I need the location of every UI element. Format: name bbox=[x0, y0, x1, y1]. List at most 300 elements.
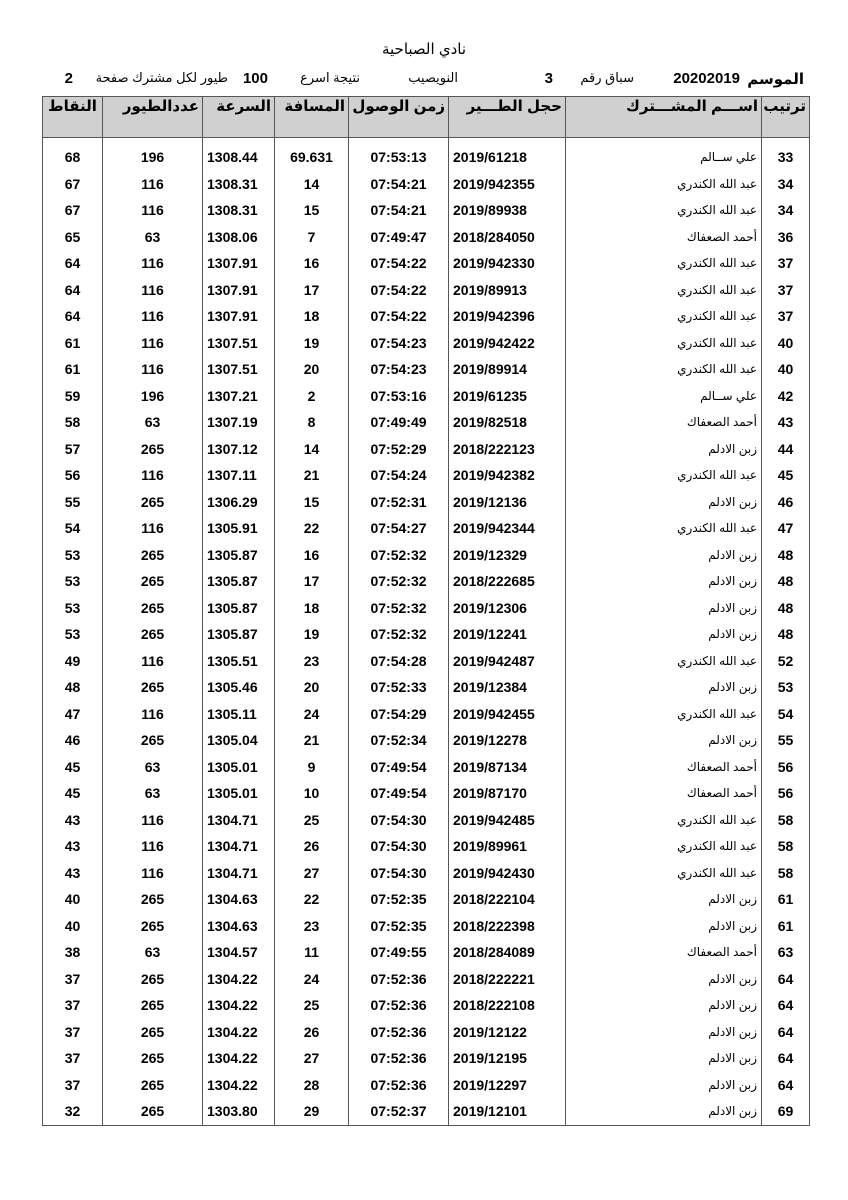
distance-cell: 17 bbox=[275, 568, 349, 595]
arrival-time-cell: 07:54:22 bbox=[349, 303, 449, 330]
points-cell: 56 bbox=[43, 462, 103, 489]
ring-cell: 2019/942344 bbox=[449, 515, 566, 542]
participant-cell: عبد الله الكندري bbox=[566, 807, 762, 834]
birds-cell: 63 bbox=[103, 754, 203, 781]
arrival-time-cell: 07:54:27 bbox=[349, 515, 449, 542]
table-row bbox=[43, 674, 810, 701]
participant-cell: عبد الله الكندري bbox=[566, 356, 762, 383]
points-cell: 54 bbox=[43, 515, 103, 542]
birds-cell: 116 bbox=[103, 462, 203, 489]
distance-cell: 11 bbox=[275, 939, 349, 966]
distance-cell: 8 bbox=[275, 409, 349, 436]
ring-cell: 2019/61235 bbox=[449, 383, 566, 410]
speed-cell: 1305.04 bbox=[203, 727, 275, 754]
arrival-time-cell: 07:52:31 bbox=[349, 489, 449, 516]
points-cell: 43 bbox=[43, 860, 103, 887]
participant-cell: زبن الادلم bbox=[566, 1019, 762, 1046]
birds-cell: 63 bbox=[103, 224, 203, 251]
participant-cell: علي ســالم bbox=[566, 144, 762, 171]
points-cell: 61 bbox=[43, 330, 103, 357]
speed-cell: 1305.87 bbox=[203, 568, 275, 595]
ring-cell: 2018/222104 bbox=[449, 886, 566, 913]
col-participant: اســـم المشـــترك bbox=[566, 97, 762, 138]
birds-cell: 265 bbox=[103, 1072, 203, 1099]
birds-cell: 116 bbox=[103, 303, 203, 330]
distance-cell: 14 bbox=[275, 436, 349, 463]
distance-cell: 27 bbox=[275, 1045, 349, 1072]
arrival-time-cell: 07:53:16 bbox=[349, 383, 449, 410]
arrival-time-cell: 07:54:21 bbox=[349, 171, 449, 198]
points-cell: 45 bbox=[43, 754, 103, 781]
table-row bbox=[43, 568, 810, 595]
arrival-time-cell: 07:52:32 bbox=[349, 621, 449, 648]
distance-cell: 28 bbox=[275, 1072, 349, 1099]
table-row bbox=[43, 277, 810, 304]
points-cell: 53 bbox=[43, 595, 103, 622]
table-row bbox=[43, 462, 810, 489]
table-row bbox=[43, 913, 810, 940]
distance-cell: 17 bbox=[275, 277, 349, 304]
participant-cell: أحمد الصعفاك bbox=[566, 939, 762, 966]
birds-per-label: طيور لكل مشترك صفحة bbox=[95, 70, 228, 85]
rank-cell: 64 bbox=[762, 1045, 810, 1072]
table-row bbox=[43, 436, 810, 463]
rank-cell: 69 bbox=[762, 1098, 810, 1125]
arrival-time-cell: 07:52:35 bbox=[349, 913, 449, 940]
birds-cell: 116 bbox=[103, 860, 203, 887]
table-row bbox=[43, 701, 810, 728]
arrival-time-cell: 07:52:36 bbox=[349, 1019, 449, 1046]
table-row bbox=[43, 595, 810, 622]
rank-cell: 56 bbox=[762, 754, 810, 781]
speed-cell: 1307.19 bbox=[203, 409, 275, 436]
col-distance: المسافة bbox=[275, 97, 349, 138]
speed-cell: 1305.01 bbox=[203, 754, 275, 781]
ring-cell: 2019/87170 bbox=[449, 780, 566, 807]
birds-cell: 63 bbox=[103, 939, 203, 966]
table-row bbox=[43, 1019, 810, 1046]
rank-cell: 33 bbox=[762, 144, 810, 171]
table-row bbox=[43, 330, 810, 357]
birds-cell: 63 bbox=[103, 409, 203, 436]
result-count: 100 bbox=[242, 70, 268, 87]
speed-cell: 1304.22 bbox=[203, 1045, 275, 1072]
distance-cell: 19 bbox=[275, 621, 349, 648]
participant-cell: زبن الادلم bbox=[566, 674, 762, 701]
speed-cell: 1308.44 bbox=[203, 144, 275, 171]
rank-cell: 48 bbox=[762, 595, 810, 622]
points-cell: 53 bbox=[43, 542, 103, 569]
table-row bbox=[43, 754, 810, 781]
rank-cell: 45 bbox=[762, 462, 810, 489]
rank-cell: 63 bbox=[762, 939, 810, 966]
participant-cell: عبد الله الكندري bbox=[566, 515, 762, 542]
distance-cell: 7 bbox=[275, 224, 349, 251]
race-name: النويصيب bbox=[408, 70, 458, 85]
table-row bbox=[43, 992, 810, 1019]
points-cell: 67 bbox=[43, 197, 103, 224]
rank-cell: 58 bbox=[762, 860, 810, 887]
club-name: نادي الصباحية bbox=[381, 41, 467, 58]
birds-cell: 265 bbox=[103, 568, 203, 595]
ring-cell: 2018/222685 bbox=[449, 568, 566, 595]
header-row bbox=[43, 97, 810, 138]
distance-cell: 24 bbox=[275, 966, 349, 993]
table-row bbox=[43, 648, 810, 675]
ring-cell: 2019/942487 bbox=[449, 648, 566, 675]
rank-cell: 34 bbox=[762, 171, 810, 198]
participant-cell: زبن الادلم bbox=[566, 727, 762, 754]
ring-cell: 2019/61218 bbox=[449, 144, 566, 171]
birds-cell: 196 bbox=[103, 144, 203, 171]
participant-cell: عبد الله الكندري bbox=[566, 171, 762, 198]
table-row bbox=[43, 144, 810, 171]
participant-cell: عبد الله الكندري bbox=[566, 462, 762, 489]
points-cell: 61 bbox=[43, 356, 103, 383]
table-row bbox=[43, 303, 810, 330]
points-cell: 37 bbox=[43, 966, 103, 993]
distance-cell: 22 bbox=[275, 515, 349, 542]
birds-cell: 265 bbox=[103, 886, 203, 913]
distance-cell: 20 bbox=[275, 674, 349, 701]
points-cell: 38 bbox=[43, 939, 103, 966]
birds-cell: 265 bbox=[103, 674, 203, 701]
rank-cell: 61 bbox=[762, 886, 810, 913]
season-label: الموسم bbox=[747, 71, 804, 88]
speed-cell: 1308.31 bbox=[203, 171, 275, 198]
distance-cell: 21 bbox=[275, 462, 349, 489]
participant-cell: زبن الادلم bbox=[566, 1045, 762, 1072]
speed-cell: 1307.51 bbox=[203, 330, 275, 357]
points-cell: 40 bbox=[43, 913, 103, 940]
rank-cell: 44 bbox=[762, 436, 810, 463]
speed-cell: 1307.21 bbox=[203, 383, 275, 410]
ring-cell: 2019/942355 bbox=[449, 171, 566, 198]
participant-cell: عبد الله الكندري bbox=[566, 250, 762, 277]
ring-cell: 2019/12101 bbox=[449, 1098, 566, 1125]
rank-cell: 42 bbox=[762, 383, 810, 410]
ring-cell: 2018/284050 bbox=[449, 224, 566, 251]
table-row bbox=[43, 939, 810, 966]
participant-cell: زبن الادلم bbox=[566, 595, 762, 622]
rank-cell: 64 bbox=[762, 966, 810, 993]
page-number: 2 bbox=[64, 70, 73, 87]
participant-cell: عبد الله الكندري bbox=[566, 197, 762, 224]
table-row bbox=[43, 1045, 810, 1072]
rank-cell: 48 bbox=[762, 621, 810, 648]
ring-cell: 2019/12278 bbox=[449, 727, 566, 754]
rank-cell: 64 bbox=[762, 992, 810, 1019]
points-cell: 59 bbox=[43, 383, 103, 410]
points-cell: 64 bbox=[43, 277, 103, 304]
arrival-time-cell: 07:52:32 bbox=[349, 542, 449, 569]
arrival-time-cell: 07:53:13 bbox=[349, 144, 449, 171]
arrival-time-cell: 07:54:29 bbox=[349, 701, 449, 728]
points-cell: 48 bbox=[43, 674, 103, 701]
participant-cell: عبد الله الكندري bbox=[566, 330, 762, 357]
speed-cell: 1305.11 bbox=[203, 701, 275, 728]
points-cell: 37 bbox=[43, 1072, 103, 1099]
ring-cell: 2019/82518 bbox=[449, 409, 566, 436]
arrival-time-cell: 07:52:36 bbox=[349, 1045, 449, 1072]
participant-cell: عبد الله الكندري bbox=[566, 277, 762, 304]
speed-cell: 1304.63 bbox=[203, 886, 275, 913]
ring-cell: 2019/89914 bbox=[449, 356, 566, 383]
table-row bbox=[43, 886, 810, 913]
distance-cell: 10 bbox=[275, 780, 349, 807]
arrival-time-cell: 07:49:54 bbox=[349, 780, 449, 807]
speed-cell: 1303.80 bbox=[203, 1098, 275, 1125]
birds-cell: 116 bbox=[103, 515, 203, 542]
arrival-time-cell: 07:52:32 bbox=[349, 568, 449, 595]
speed-cell: 1306.29 bbox=[203, 489, 275, 516]
speed-cell: 1307.91 bbox=[203, 250, 275, 277]
ring-cell: 2018/284089 bbox=[449, 939, 566, 966]
ring-cell: 2019/12122 bbox=[449, 1019, 566, 1046]
birds-cell: 116 bbox=[103, 197, 203, 224]
distance-cell: 25 bbox=[275, 992, 349, 1019]
rank-cell: 40 bbox=[762, 330, 810, 357]
points-cell: 64 bbox=[43, 250, 103, 277]
ring-cell: 2019/12329 bbox=[449, 542, 566, 569]
rank-cell: 37 bbox=[762, 303, 810, 330]
distance-cell: 14 bbox=[275, 171, 349, 198]
birds-cell: 116 bbox=[103, 356, 203, 383]
points-cell: 55 bbox=[43, 489, 103, 516]
distance-cell: 16 bbox=[275, 542, 349, 569]
ring-cell: 2019/12241 bbox=[449, 621, 566, 648]
table-row bbox=[43, 1098, 810, 1125]
birds-cell: 265 bbox=[103, 1045, 203, 1072]
table-row bbox=[43, 356, 810, 383]
ring-cell: 2018/222398 bbox=[449, 913, 566, 940]
points-cell: 46 bbox=[43, 727, 103, 754]
rank-cell: 48 bbox=[762, 542, 810, 569]
points-cell: 53 bbox=[43, 568, 103, 595]
birds-cell: 116 bbox=[103, 171, 203, 198]
participant-cell: زبن الادلم bbox=[566, 992, 762, 1019]
speed-cell: 1304.22 bbox=[203, 1072, 275, 1099]
speed-cell: 1305.91 bbox=[203, 515, 275, 542]
rank-cell: 46 bbox=[762, 489, 810, 516]
table-row bbox=[43, 833, 810, 860]
participant-cell: زبن الادلم bbox=[566, 568, 762, 595]
speed-cell: 1304.57 bbox=[203, 939, 275, 966]
distance-cell: 2 bbox=[275, 383, 349, 410]
distance-cell: 21 bbox=[275, 727, 349, 754]
arrival-time-cell: 07:54:22 bbox=[349, 277, 449, 304]
table-row bbox=[43, 966, 810, 993]
rank-cell: 58 bbox=[762, 807, 810, 834]
birds-cell: 265 bbox=[103, 489, 203, 516]
birds-cell: 116 bbox=[103, 833, 203, 860]
ring-cell: 2019/12306 bbox=[449, 595, 566, 622]
participant-cell: أحمد الصعفاك bbox=[566, 780, 762, 807]
speed-cell: 1304.22 bbox=[203, 992, 275, 1019]
rank-cell: 36 bbox=[762, 224, 810, 251]
table-row bbox=[43, 171, 810, 198]
rank-cell: 43 bbox=[762, 409, 810, 436]
distance-cell: 26 bbox=[275, 833, 349, 860]
table-row bbox=[43, 515, 810, 542]
rank-cell: 34 bbox=[762, 197, 810, 224]
ring-cell: 2018/222123 bbox=[449, 436, 566, 463]
rank-cell: 37 bbox=[762, 277, 810, 304]
arrival-time-cell: 07:52:29 bbox=[349, 436, 449, 463]
rank-cell: 61 bbox=[762, 913, 810, 940]
participant-cell: عبد الله الكندري bbox=[566, 833, 762, 860]
speed-cell: 1304.63 bbox=[203, 913, 275, 940]
participant-cell: زبن الادلم bbox=[566, 913, 762, 940]
distance-cell: 9 bbox=[275, 754, 349, 781]
speed-cell: 1307.12 bbox=[203, 436, 275, 463]
participant-cell: زبن الادلم bbox=[566, 489, 762, 516]
results-body bbox=[43, 138, 810, 1126]
participant-cell: زبن الادلم bbox=[566, 1098, 762, 1125]
distance-cell: 24 bbox=[275, 701, 349, 728]
points-cell: 64 bbox=[43, 303, 103, 330]
birds-cell: 265 bbox=[103, 727, 203, 754]
birds-cell: 265 bbox=[103, 913, 203, 940]
participant-cell: زبن الادلم bbox=[566, 621, 762, 648]
rank-cell: 55 bbox=[762, 727, 810, 754]
birds-cell: 116 bbox=[103, 330, 203, 357]
ring-cell: 2018/222108 bbox=[449, 992, 566, 1019]
points-cell: 53 bbox=[43, 621, 103, 648]
birds-cell: 265 bbox=[103, 542, 203, 569]
arrival-time-cell: 07:49:54 bbox=[349, 754, 449, 781]
distance-cell: 20 bbox=[275, 356, 349, 383]
rank-cell: 48 bbox=[762, 568, 810, 595]
rank-cell: 64 bbox=[762, 1072, 810, 1099]
table-row bbox=[43, 780, 810, 807]
arrival-time-cell: 07:54:30 bbox=[349, 807, 449, 834]
rank-cell: 54 bbox=[762, 701, 810, 728]
speed-cell: 1304.71 bbox=[203, 860, 275, 887]
table-row bbox=[43, 409, 810, 436]
ring-cell: 2019/942382 bbox=[449, 462, 566, 489]
speed-cell: 1305.01 bbox=[203, 780, 275, 807]
speed-cell: 1304.71 bbox=[203, 807, 275, 834]
distance-cell: 18 bbox=[275, 303, 349, 330]
points-cell: 58 bbox=[43, 409, 103, 436]
speed-cell: 1305.87 bbox=[203, 621, 275, 648]
ring-cell: 2019/942330 bbox=[449, 250, 566, 277]
distance-cell: 19 bbox=[275, 330, 349, 357]
speed-cell: 1304.22 bbox=[203, 966, 275, 993]
points-cell: 68 bbox=[43, 144, 103, 171]
table-row bbox=[43, 621, 810, 648]
rank-cell: 47 bbox=[762, 515, 810, 542]
birds-cell: 265 bbox=[103, 1098, 203, 1125]
birds-cell: 265 bbox=[103, 1019, 203, 1046]
rank-cell: 53 bbox=[762, 674, 810, 701]
points-cell: 37 bbox=[43, 992, 103, 1019]
points-cell: 47 bbox=[43, 701, 103, 728]
distance-cell: 69.631 bbox=[275, 144, 349, 171]
participant-cell: أحمد الصعفاك bbox=[566, 754, 762, 781]
birds-cell: 116 bbox=[103, 277, 203, 304]
table-row bbox=[43, 860, 810, 887]
speed-cell: 1307.91 bbox=[203, 277, 275, 304]
participant-cell: أحمد الصعفاك bbox=[566, 224, 762, 251]
arrival-time-cell: 07:52:36 bbox=[349, 1072, 449, 1099]
ring-cell: 2019/942396 bbox=[449, 303, 566, 330]
speed-cell: 1305.51 bbox=[203, 648, 275, 675]
arrival-time-cell: 07:54:23 bbox=[349, 356, 449, 383]
speed-cell: 1308.06 bbox=[203, 224, 275, 251]
table-row bbox=[43, 807, 810, 834]
distance-cell: 15 bbox=[275, 489, 349, 516]
col-points: النقاط bbox=[43, 97, 103, 138]
points-cell: 37 bbox=[43, 1045, 103, 1072]
birds-cell: 265 bbox=[103, 992, 203, 1019]
arrival-time-cell: 07:54:30 bbox=[349, 833, 449, 860]
arrival-time-cell: 07:52:32 bbox=[349, 595, 449, 622]
birds-cell: 265 bbox=[103, 436, 203, 463]
col-rank: ترتيب bbox=[762, 97, 810, 138]
arrival-time-cell: 07:49:55 bbox=[349, 939, 449, 966]
speed-cell: 1307.11 bbox=[203, 462, 275, 489]
ring-cell: 2019/89961 bbox=[449, 833, 566, 860]
rank-cell: 64 bbox=[762, 1019, 810, 1046]
ring-cell: 2019/942422 bbox=[449, 330, 566, 357]
speed-cell: 1307.91 bbox=[203, 303, 275, 330]
arrival-time-cell: 07:52:34 bbox=[349, 727, 449, 754]
ring-cell: 2019/89913 bbox=[449, 277, 566, 304]
distance-cell: 25 bbox=[275, 807, 349, 834]
points-cell: 37 bbox=[43, 1019, 103, 1046]
points-cell: 65 bbox=[43, 224, 103, 251]
arrival-time-cell: 07:52:36 bbox=[349, 992, 449, 1019]
points-cell: 45 bbox=[43, 780, 103, 807]
participant-cell: زبن الادلم bbox=[566, 886, 762, 913]
ring-cell: 2019/89938 bbox=[449, 197, 566, 224]
result-label: نتيجة اسرع bbox=[300, 70, 360, 85]
rank-cell: 40 bbox=[762, 356, 810, 383]
rank-cell: 37 bbox=[762, 250, 810, 277]
table-row bbox=[43, 383, 810, 410]
arrival-time-cell: 07:52:37 bbox=[349, 1098, 449, 1125]
participant-cell: زبن الادلم bbox=[566, 542, 762, 569]
ring-cell: 2019/12384 bbox=[449, 674, 566, 701]
speed-cell: 1308.31 bbox=[203, 197, 275, 224]
distance-cell: 22 bbox=[275, 886, 349, 913]
ring-cell: 2019/12297 bbox=[449, 1072, 566, 1099]
ring-cell: 2018/222221 bbox=[449, 966, 566, 993]
distance-cell: 18 bbox=[275, 595, 349, 622]
distance-cell: 27 bbox=[275, 860, 349, 887]
ring-cell: 2019/12136 bbox=[449, 489, 566, 516]
col-ring: حجل الطـــير bbox=[449, 97, 566, 138]
race-label: سباق رقم bbox=[580, 70, 634, 85]
birds-cell: 63 bbox=[103, 780, 203, 807]
birds-cell: 196 bbox=[103, 383, 203, 410]
distance-cell: 29 bbox=[275, 1098, 349, 1125]
participant-cell: زبن الادلم bbox=[566, 1072, 762, 1099]
speed-cell: 1305.87 bbox=[203, 542, 275, 569]
points-cell: 32 bbox=[43, 1098, 103, 1125]
rank-cell: 52 bbox=[762, 648, 810, 675]
ring-cell: 2019/942485 bbox=[449, 807, 566, 834]
arrival-time-cell: 07:49:47 bbox=[349, 224, 449, 251]
season-value: 20202019 bbox=[673, 70, 740, 87]
arrival-time-cell: 07:54:22 bbox=[349, 250, 449, 277]
ring-cell: 2019/942430 bbox=[449, 860, 566, 887]
points-cell: 57 bbox=[43, 436, 103, 463]
table-row bbox=[43, 727, 810, 754]
points-cell: 43 bbox=[43, 807, 103, 834]
